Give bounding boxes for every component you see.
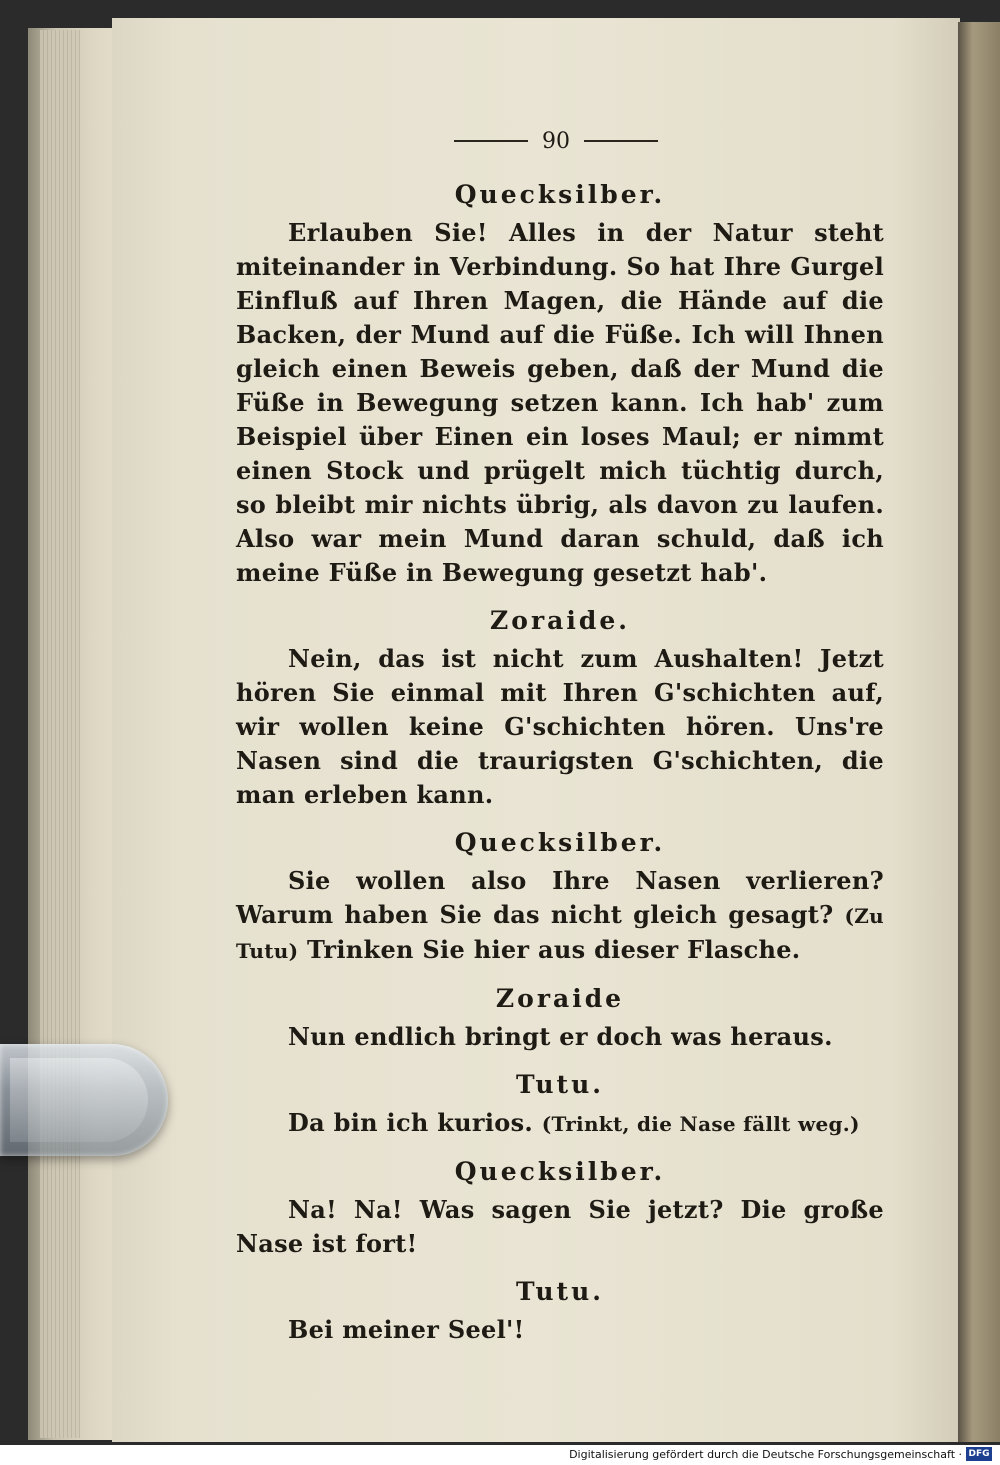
dialogue-text: Sie wollen also Ihre Nasen verlieren? Warum haben Sie das nicht gleich gesagt?	[236, 866, 884, 929]
stage-direction: (Zu Tutu)	[236, 904, 884, 963]
header-rule-right	[584, 140, 658, 142]
page-content	[236, 118, 884, 1347]
page-holder-clip	[0, 1044, 168, 1156]
dialogue-paragraph: Erlauben Sie! Alles in der Natur steht miteinander in Verbindung. So hat Ihre Gurgel Einfluß auf Ihren Magen, die Hände auf die Backen, der Mund auf die Füße. Ich will Ihnen gleich einen Beweis geben, daß der Mund die Füße in Bewegung setzen kann. Ich hab' zum Beispiel über Einen ein loses Maul; er nimmt einen Stock und prügelt mich tüchtig durch, so bleibt mir nichts übrig, als davon zu laufen. Also war mein Mund daran schuld, daß ich meine Füße in Bewegung gesetzt hab'.	[236, 218, 884, 587]
dialogue-paragraph	[236, 864, 884, 968]
book-right-edge	[958, 22, 1000, 1442]
dialogue-paragraph: Nun endlich bringt er doch was heraus.	[288, 1022, 833, 1051]
speaker-name: Tutu.	[516, 1070, 604, 1099]
speaker-name: Quecksilber.	[454, 828, 666, 857]
stage-direction: (Trinkt, die Nase fällt weg.)	[541, 1112, 860, 1136]
digitization-footer	[0, 1445, 1000, 1465]
speaker-name: Quecksilber.	[454, 1157, 666, 1186]
dialogue-paragraph: Na! Na! Was sagen Sie jetzt? Die große Nase ist fort!	[236, 1195, 884, 1258]
header-rule-left	[454, 140, 528, 142]
dialogue-text: Trinken Sie hier aus dieser Flasche.	[298, 935, 801, 964]
speaker-name: Quecksilber.	[454, 180, 666, 209]
dialogue-paragraph: Nein, das ist nicht zum Aushalten! Jetzt hören Sie einmal mit Ihren G'schichten auf, wir wollen keine G'schichten hören. Uns're Nasen sind die traurigsten G'schichten, die man erleben kann.	[236, 644, 884, 809]
speaker-name: Tutu.	[516, 1277, 604, 1306]
page-number: 90	[542, 128, 570, 154]
speaker-name: Zoraide	[495, 984, 625, 1013]
funding-credit: Digitalisierung gefördert durch die Deutsche Forschungsgemeinschaft ·	[569, 1448, 962, 1461]
dialogue-paragraph: Bei meiner Seel'!	[288, 1315, 525, 1344]
clip-highlight	[10, 1058, 148, 1142]
dialogue-paragraph	[236, 1106, 884, 1141]
dfg-logo-icon: DFG	[966, 1447, 992, 1461]
page-stack-edges	[40, 30, 80, 1438]
page-header	[446, 118, 666, 164]
dialogue-text: Da bin ich kurios.	[288, 1108, 542, 1137]
speaker-name: Zoraide.	[490, 606, 630, 635]
